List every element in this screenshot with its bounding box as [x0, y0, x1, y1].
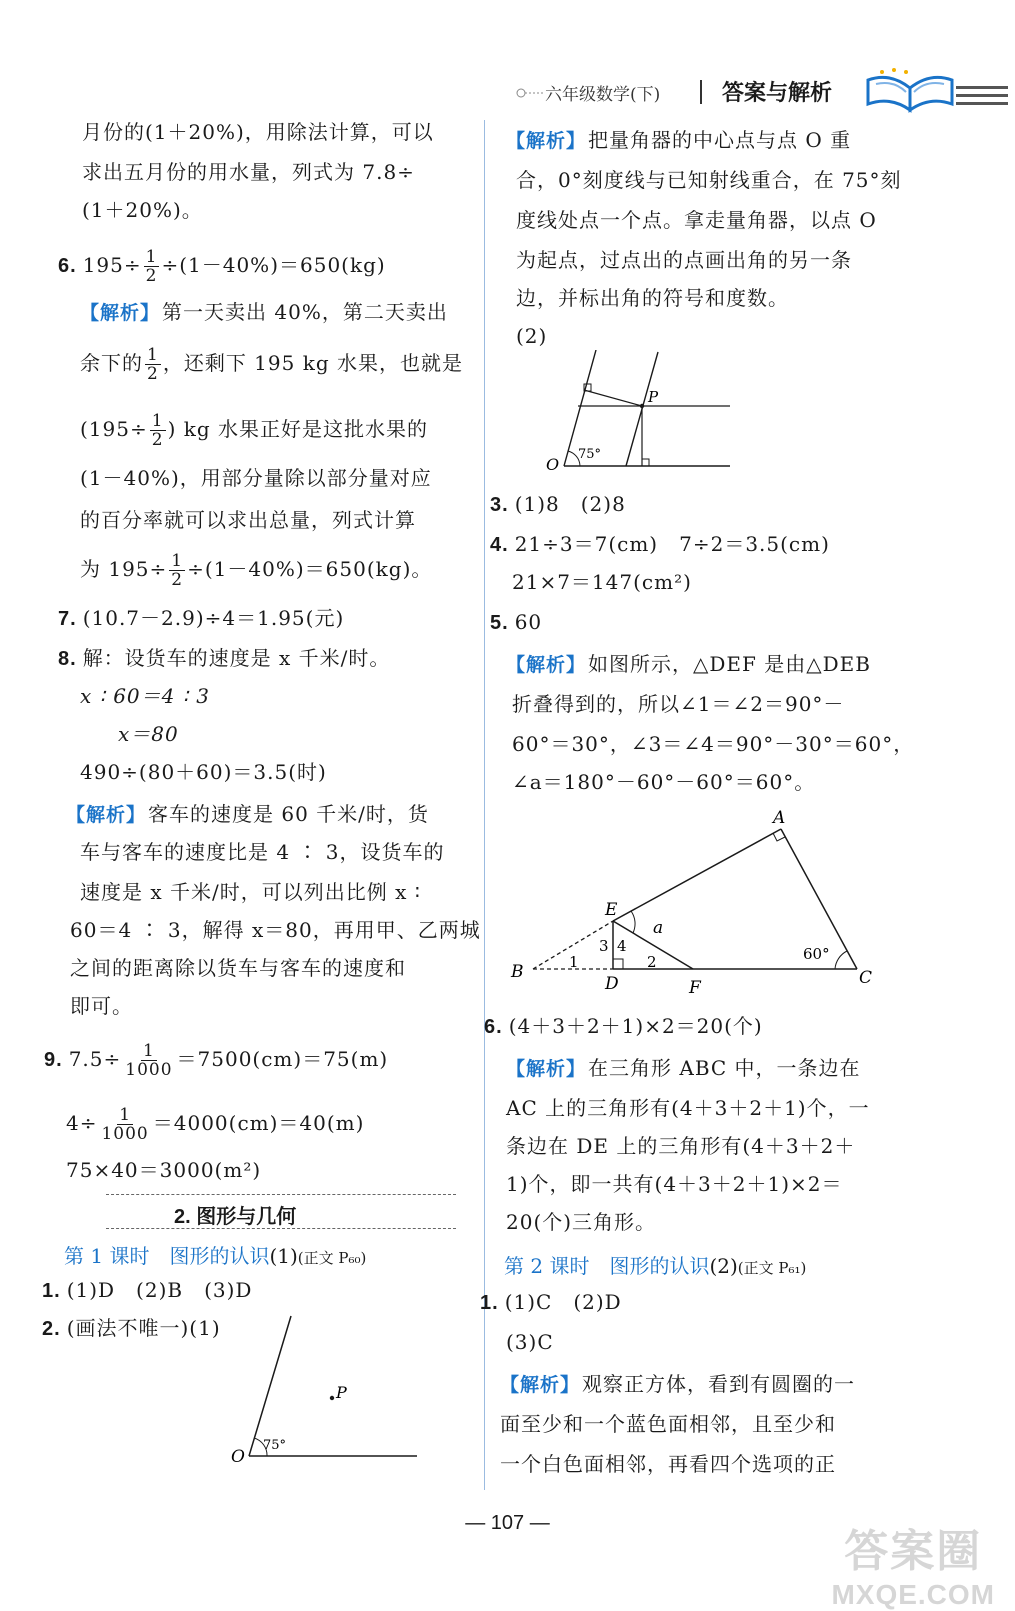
triangle-figure [505, 805, 885, 995]
text-line: 面至少和一个蓝色面相邻，且至少和 [500, 1412, 836, 1436]
point-O-label: O [546, 455, 560, 474]
fraction: $\frac{1}{2}$ [171, 551, 184, 590]
question-4: 4. 21÷3＝7(cm) 7÷2＝3.5(cm) [490, 532, 830, 556]
analysis-tag: 【解析】 [506, 131, 587, 152]
text-line: 1)个，即一共有(4＋3＋2＋1)×2＝ [506, 1172, 843, 1196]
page-number: — 107 — [465, 1512, 550, 1534]
header-decor-icon [515, 86, 545, 100]
label-1: 1 [569, 953, 579, 971]
text-line: AC 上的三角形有(4＋3＋2＋1)个，一 [506, 1096, 870, 1120]
point-O-label: O [231, 1447, 245, 1467]
segment-EA [613, 829, 781, 921]
fraction: $\frac{1}{1000}$ [125, 1041, 173, 1080]
label-E: E [605, 900, 618, 920]
analysis-8: 【解析】 客车的速度是 60 千米/时，货 [66, 800, 429, 830]
question-number: 9. [44, 1049, 63, 1071]
question-6 [58, 248, 386, 285]
text-line: 21×7＝147(cm²) [512, 570, 692, 594]
section-rule-bottom [106, 1228, 456, 1229]
sub-label: (2) [516, 324, 548, 348]
point-P [330, 1396, 334, 1400]
column-divider [484, 120, 485, 1490]
fraction: $\frac{1}{1000}$ [101, 1105, 149, 1144]
label-2: 2 [647, 953, 657, 971]
question-number: 7. [58, 608, 77, 630]
analysis-tag: 【解析】 [506, 1059, 587, 1080]
question-number: 1. [480, 1292, 499, 1314]
label-3: 3 [599, 937, 609, 955]
angle-label: 75° [578, 447, 602, 462]
text-line: (195÷ $\frac{1}{2}$ ) kg 水果正好是这批水果的 [80, 411, 429, 450]
lesson1-q2: 2. (画法不唯一)(1) [42, 1316, 221, 1340]
text-line: 之间的距离除以货车与客车的速度和 [70, 956, 406, 980]
text-line: 一个白色面相邻，再看四个选项的正 [500, 1452, 836, 1476]
analysis-tag: 【解析】 [80, 303, 161, 324]
text-line: 为起点，过点出的点画出角的另一条 [516, 248, 852, 272]
book-logo-icon [860, 66, 1010, 116]
question-number: 1. [42, 1280, 61, 1302]
section-rule-top [106, 1194, 456, 1195]
text-line: 4÷ $\frac{1}{1000}$ ＝4000(cm)＝40(m) [66, 1105, 365, 1144]
question-number: 4. [490, 534, 509, 556]
lesson1-q1: 1. (1)D (2)B (3)D [42, 1278, 253, 1302]
text-line: x＝80 [118, 722, 179, 746]
question-number: 3. [490, 494, 509, 516]
text-line: 合，0°刻度线与已知射线重合，在 75°刻 [516, 168, 902, 192]
point-P [640, 404, 644, 408]
expr: ÷(1－40%)＝650(kg) [161, 253, 386, 277]
lesson-2-title: 第 2 课时 图形的认识(2)(正文 P₆₁) [504, 1254, 807, 1278]
point-P-label: P [648, 388, 659, 406]
text-line: (3)C [506, 1330, 554, 1354]
analysis-lesson2: 【解析】 观察正方体，看到有圆圈的一 [500, 1370, 855, 1400]
text-line: 速度是 x 千米/时，可以列出比例 x ∶ [80, 880, 421, 904]
analysis-tag: 【解析】 [500, 1375, 581, 1396]
question-number: 5. [490, 612, 509, 634]
label-B: B [511, 962, 524, 982]
text-line: 的百分率就可以求出总量，列式计算 [80, 508, 416, 532]
question-number: 6. [484, 1016, 503, 1038]
label-4: 4 [617, 937, 627, 955]
text-line: 60＝4 ∶ 3，解得 x＝80，再用甲、乙两城 [70, 918, 481, 942]
question-5: 5. 60 [490, 610, 543, 634]
question-number: 2. [42, 1318, 61, 1340]
right-angle-mark-D [613, 959, 623, 969]
question-3: 3. (1)8 (2)8 [490, 492, 626, 516]
watermark: 答案圈 MXQE.COM [831, 1527, 995, 1610]
analysis-6 [80, 298, 448, 328]
label-angle-C: 60° [803, 945, 830, 963]
text-line: (1－40%)，用部分量除以部分量对应 [80, 466, 432, 490]
question-7: 7. (10.7－2.9)÷4＝1.95(元) [58, 606, 345, 630]
angle-label: 75° [263, 1438, 287, 1453]
header-subject: 六年级数学(下) [545, 85, 661, 105]
expr: 195÷ [82, 253, 142, 277]
text-line: 度线处点一个点。拿走量角器，以点 O [516, 208, 877, 232]
section-title: 2. 图形与几何 [174, 1206, 297, 1228]
text-line: 75×40＝3000(m²) [66, 1158, 262, 1182]
text-line: (1＋20%)。 [82, 198, 203, 222]
angle-arc-C [835, 951, 847, 969]
question-number: 8. [58, 648, 77, 670]
analysis-6-right: 【解析】 在三角形 ABC 中，一条边在 [506, 1054, 861, 1084]
text-line: 20(个)三角形。 [506, 1210, 657, 1234]
text-line: 为 195÷ $\frac{1}{2}$ ÷(1－40%)＝650(kg)。 [80, 551, 433, 590]
question-9: 9. 7.5÷ $\frac{1}{1000}$ ＝7500(cm)＝75(m) [44, 1041, 389, 1080]
question-8: 8. 解：设货车的速度是 x 千米/时。 [58, 646, 391, 670]
fraction: $\frac{1}{2}$ [145, 247, 158, 286]
text-line: 条边在 DE 上的三角形有(4＋3＋2＋ [506, 1134, 856, 1158]
text-line: 求出五月份的用水量，列式为 7.8÷ [82, 160, 415, 184]
question-number: 6. [58, 255, 77, 277]
perpendicular-to-ray [584, 390, 642, 406]
label-F: F [689, 978, 701, 995]
point-P-label: P [336, 1383, 347, 1402]
text-line: ∠a＝180°－60°－60°＝60°。 [512, 770, 816, 794]
ray-75 [249, 1316, 291, 1456]
angle-figure-2 [540, 350, 740, 474]
text-line: 折叠得到的，所以∠1＝∠2＝90°－ [512, 692, 845, 716]
analysis-tag: 【解析】 [506, 655, 587, 676]
angle-arc-a [631, 911, 635, 933]
label-a: a [653, 918, 664, 938]
label-A: A [773, 808, 786, 828]
text-line: 即可。 [70, 994, 133, 1018]
label-C: C [859, 968, 873, 988]
text-line: 车与客车的速度比是 4 ∶ 3，设货车的 [80, 840, 445, 864]
text-line: 60°＝30°，∠3＝∠4＝90°－30°＝60°， [512, 732, 915, 756]
question-6-right: 6. (4＋3＋2＋1)×2＝20(个) [484, 1014, 763, 1038]
label-D: D [605, 974, 619, 994]
analysis-tag: 【解析】 [66, 805, 147, 826]
right-angle-mark [642, 459, 649, 466]
text-line: 边，并标出角的符号和度数。 [516, 286, 789, 310]
fraction: $\frac{1}{2}$ [147, 345, 159, 384]
lesson-1-title: 第 1 课时 图形的认识(1)(正文 P₆₀) [64, 1244, 367, 1268]
lesson2-q1: 1. (1)C (2)D [480, 1290, 622, 1314]
text-line: 第一天卖出 40%，第二天卖出 [162, 300, 448, 324]
header-title: 答案与解析 [722, 80, 833, 105]
text-line: 490÷(80＋60)＝3.5(时) [80, 760, 327, 784]
text-line: 余下的 $\frac{1}{2}$ ，还剩下 195 kg 水果，也就是 [80, 345, 463, 384]
analysis-5: 【解析】 如图所示，△DEF 是由△DEB [506, 650, 871, 680]
analysis-2-1: 【解析】 把量角器的中心点与点 O 重 [506, 126, 851, 156]
text-line: 月份的(1＋20%)，用除法计算，可以 [82, 120, 434, 144]
header-separator [700, 80, 702, 104]
text-line: x ∶ 60＝4 ∶ 3 [80, 684, 211, 708]
angle-figure-1 [225, 1310, 425, 1470]
fraction: $\frac{1}{2}$ [151, 411, 164, 450]
